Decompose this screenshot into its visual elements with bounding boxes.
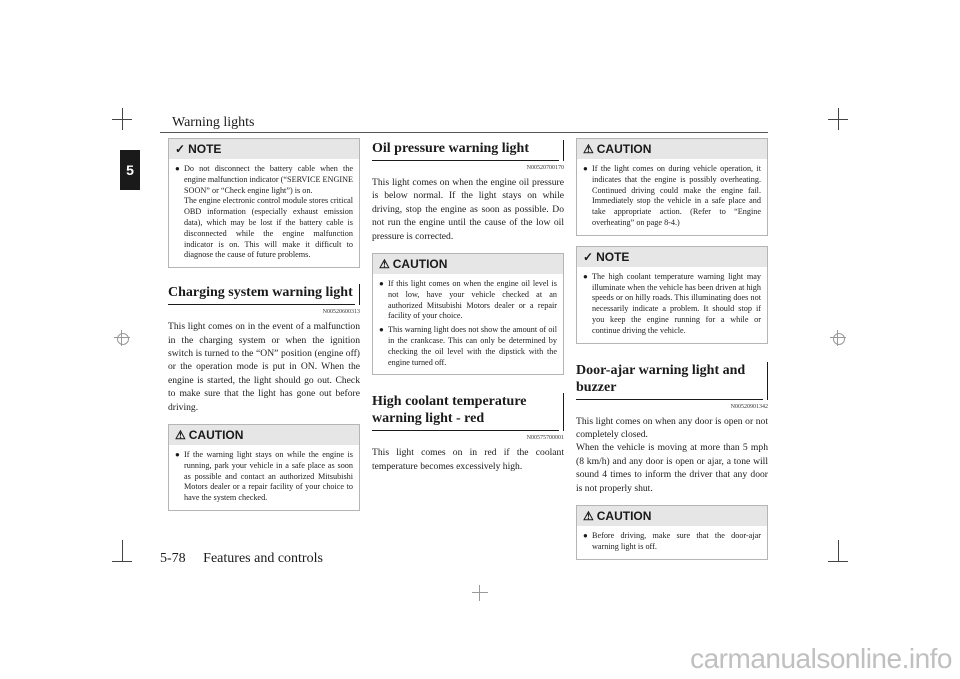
caution-label: CAUTION	[596, 509, 652, 523]
caution-header	[169, 425, 359, 445]
charging-paragraph: This light comes on in the event of a malfunction in the charging system or when the ignition switch is turned to the “ON” position (engine off) or the operation mode is put in ON. When the engine is started, the light should go out. Check to make sure that the light has gone out before driving.	[168, 321, 360, 413]
section-title-oil: Oil pressure warning light	[372, 140, 559, 161]
page-number: 5-78	[160, 551, 186, 566]
caution-triangle-icon: ⚠	[583, 509, 594, 523]
note-text: The engine electronic control module stores critical OBD information (especially exhaust emission data), which may be lost if the battery cable is disconnected while the engine malfunction indicator is on. This will make it difficult to diagnose the cause of future problems.	[184, 196, 353, 260]
bullet-icon: ●	[175, 164, 180, 173]
section-title-charging: Charging system warning light	[168, 284, 355, 305]
note-body	[169, 159, 359, 267]
note-header	[577, 247, 767, 267]
oil-paragraph: This light comes on when the engine oil pressure is below normal. If the light stays on while driving, stop the engine as soon as possible. Do not run the engine until the cause of the low oil pressure is corrected.	[372, 177, 564, 242]
caution-label: CAUTION	[188, 428, 244, 443]
coolant-paragraph: This light comes on in red if the coolant temperature becomes excessively high.	[372, 447, 564, 472]
bullet-icon: ●	[583, 271, 588, 281]
caution-header	[577, 139, 767, 159]
crop-mark	[112, 561, 132, 562]
section-code: N00575700001	[526, 435, 564, 442]
section-title-coolant: High coolant temperature warning light - red	[372, 393, 559, 431]
column-2	[372, 138, 564, 483]
note-item	[175, 164, 353, 261]
caution-box	[168, 424, 360, 511]
crop-mark	[828, 561, 848, 562]
crop-mark	[828, 119, 848, 120]
section-heading-wrap	[372, 393, 564, 431]
caution-triangle-icon: ⚠	[583, 142, 594, 156]
note-check-icon: ✓	[583, 249, 594, 264]
caution-body	[373, 274, 563, 374]
door-paragraph: When the vehicle is moving at more than 5 mph (8 km/h) and any door is open or ajar, a tone will sound 4 times to inform the driver that any door is not properly shut.	[576, 442, 768, 494]
section-code: N00520901342	[730, 403, 768, 410]
caution-body	[577, 526, 767, 559]
note-text: Do not disconnect the battery cable when the engine malfunction indicator (“SERVICE ENGINE SOON” or “Check engine light”) is on.	[184, 164, 353, 195]
watermark[interactable]: carmanualsonline.info	[690, 643, 952, 674]
column-3	[576, 138, 768, 570]
caution-item: ● If this light comes on when the engine oil level is not low, have your vehicle checked at an authorized Mitsubishi Motors dealer or a repair facility of your choice.	[379, 279, 557, 321]
registration-cross-icon	[472, 585, 488, 601]
caution-label: CAUTION	[392, 257, 448, 272]
caution-header	[373, 254, 563, 274]
section-heading-wrap	[168, 284, 360, 305]
header-rule	[160, 132, 768, 133]
bullet-icon: ●	[175, 450, 180, 460]
chapter-tab: 5	[120, 150, 140, 190]
caution-label: CAUTION	[596, 142, 652, 156]
note-box	[576, 246, 768, 344]
note-label: NOTE	[188, 142, 222, 156]
caution-item: ● Before driving, make sure that the door-ajar warning light is off.	[583, 531, 761, 551]
section-code: N00520600313	[322, 309, 360, 316]
page-header: Warning lights	[172, 115, 255, 130]
section-heading-wrap	[372, 140, 564, 161]
note-body	[577, 267, 767, 343]
note-box	[168, 138, 360, 268]
section-heading-wrap	[576, 362, 768, 400]
caution-item: ● This warning light does not show the amount of oil in the crankcase. This can only be determined by checking the oil level with the dipstick with the engine turned off.	[379, 325, 557, 367]
bullet-icon: ●	[583, 164, 588, 173]
crop-mark	[122, 540, 123, 562]
section-code: N00520700170	[526, 165, 564, 171]
caution-body	[577, 159, 767, 235]
bullet-icon: ●	[379, 279, 384, 289]
caution-box	[576, 138, 768, 236]
caution-item: ● If the warning light stays on while the engine is running, park your vehicle in a safe place as soon as possible and contact an authorized Mitsubishi Motors dealer or a repair facility of your choice to have the system checked.	[175, 450, 353, 503]
column-1	[168, 138, 360, 521]
footer-section: Features and controls	[203, 551, 323, 566]
door-paragraph: This light comes on when any door is open or not completely closed.	[576, 415, 768, 440]
registration-circle-icon	[833, 333, 845, 345]
crop-mark	[838, 540, 839, 562]
caution-body	[169, 445, 359, 510]
caution-triangle-icon: ⚠	[379, 257, 390, 272]
note-label: NOTE	[596, 249, 630, 264]
note-item: ● The high coolant temperature warning light may illuminate when the vehicle has been driven at high speeds or on hilly roads. This illuminating does not necessarily indicate a problem. It should stop if you keep the engine running for a while or continue driving the vehicle.	[583, 271, 761, 335]
crop-mark	[112, 119, 132, 120]
caution-box	[372, 253, 564, 375]
note-header	[169, 139, 359, 159]
bullet-icon: ●	[583, 531, 588, 540]
section-title-door: Door-ajar warning light and buzzer	[576, 362, 763, 400]
caution-triangle-icon: ⚠	[175, 428, 186, 443]
caution-header	[577, 506, 767, 526]
bullet-icon: ●	[379, 325, 384, 335]
page-footer	[160, 551, 323, 567]
caution-box	[576, 505, 768, 560]
caution-item: ● If the light comes on during vehicle operation, it indicates that the engine is possibly overheating. Continued driving could make the engine fail. Immediately stop the vehicle in a safe place and take appropriate action. (Refer to “Engine overheating” on page 8-4.)	[583, 164, 761, 227]
note-check-icon: ✓	[175, 142, 186, 156]
registration-circle-icon	[117, 333, 129, 345]
